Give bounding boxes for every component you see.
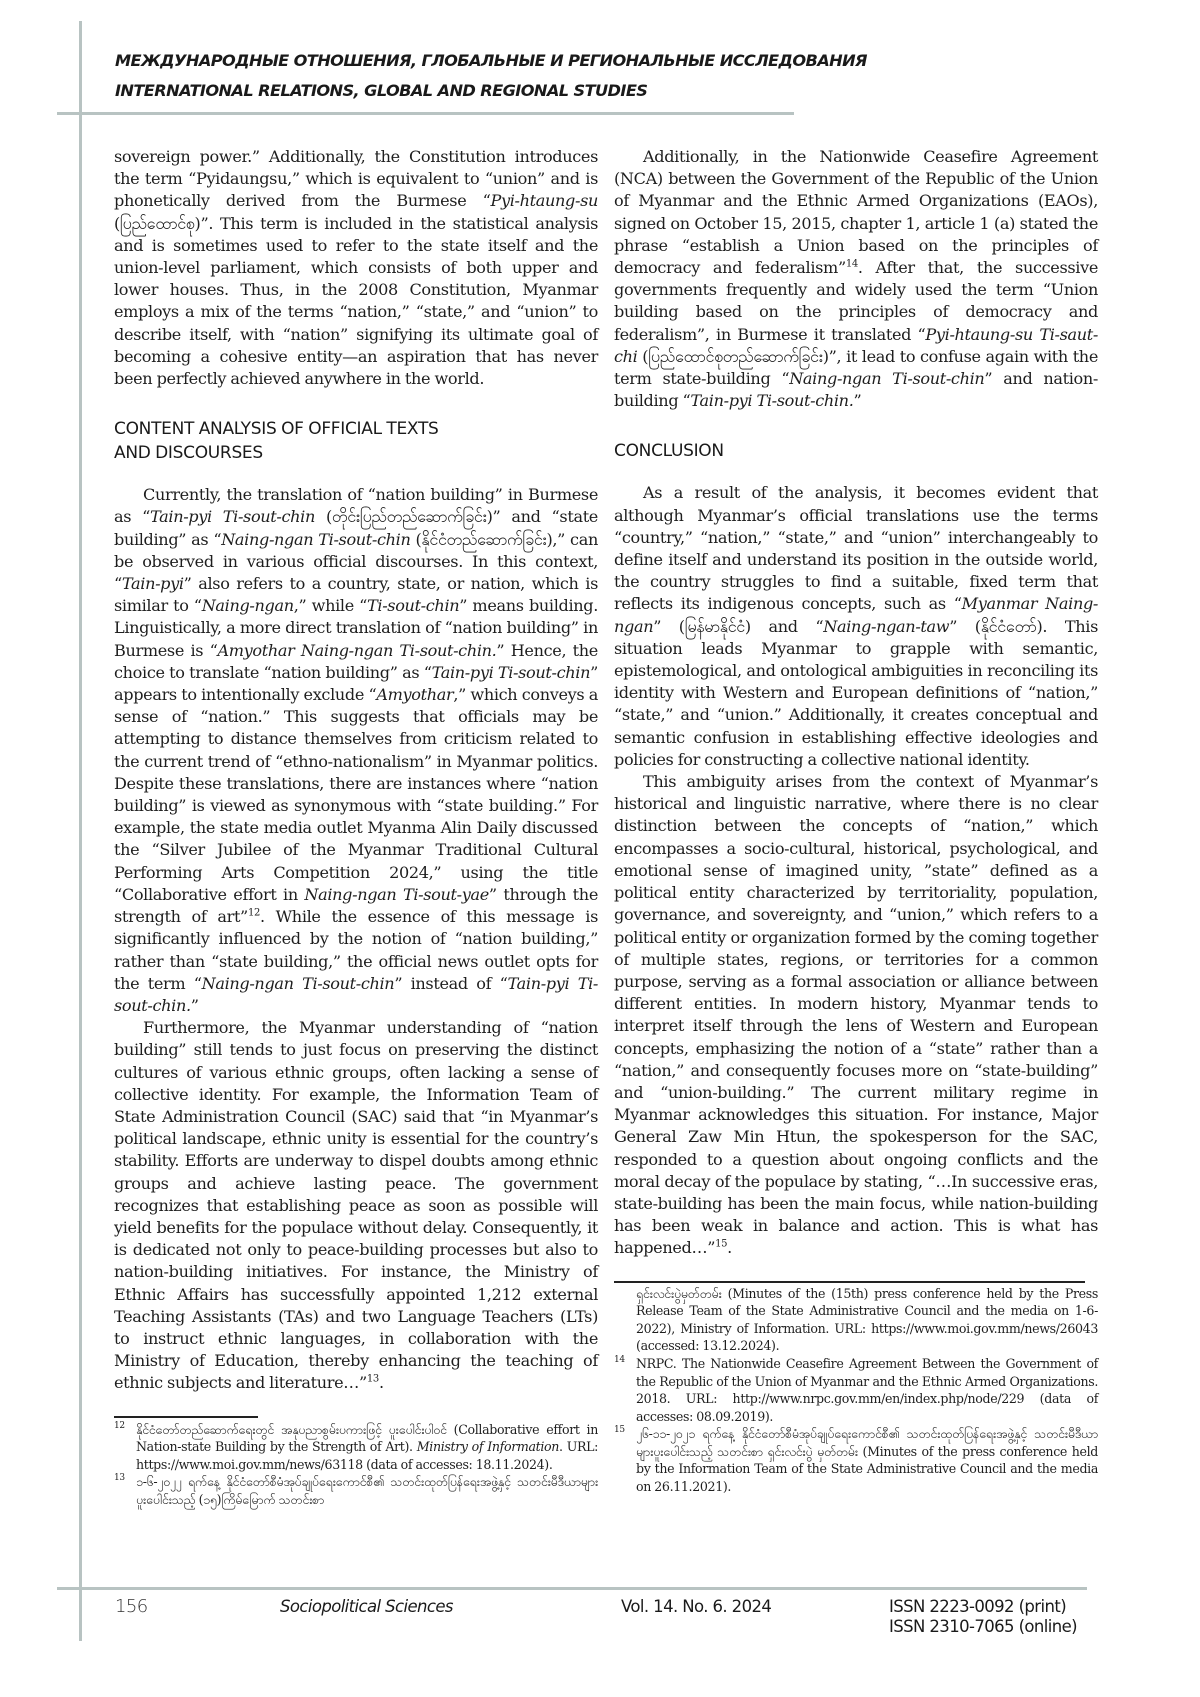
paragraph-continued: sovereign power.” Additionally, the Constitution introduces the term “Pyidaungsu,” which is equivalent to “union” and is phonetically derived from the Burmese “Pyi-htaung-su (ပြည်ထောင်စု)”. This term is included in the statistical analysis and is sometimes used to refer to the state itself and the union-level parliament, which consists of both upper and lower houses. Thus, in the 2008 Constitution, Myanmar employs a mix of the terms “nation,” “state,” and “union” to describe itself, with “nation” signifying its ultimate goal of becoming a cohesive entity—an aspiration that has never been perfectly achieved anywhere in the world. bbox=[114, 147, 598, 389]
text-run: As a result of the analysis, it becomes evident that although Myanmar’s official translations use the terms “country,” “nation,” “state,” and “union” interchangeably to define itself and understand its position in the outside world, the country struggles to find a suitable, fixed term that reflects its indigenous concepts, such as “ bbox=[614, 483, 1098, 614]
text-run: ” means building. Linguistically, a more direct translation of “nation building” in Burmese is “ bbox=[114, 596, 598, 660]
footnotes-right bbox=[614, 1285, 1098, 1496]
italic-term: Naing-ngan Ti-sout-chin bbox=[201, 973, 395, 993]
text-run: ” through the strength of art” bbox=[114, 884, 598, 927]
text-run: ” Hence, the choice to translate “nation building” as “ bbox=[114, 640, 598, 682]
paragraph-furthermore bbox=[114, 1017, 598, 1394]
italic-term: Naing-ngan Ti-sout-chin bbox=[789, 369, 985, 389]
running-header-ru: МЕЖДУНАРОДНЫЕ ОТНОШЕНИЯ, ГЛОБАЛЬНЫЕ И РЕГИОНАЛЬНЫЕ ИССЛЕДОВАНИЯ bbox=[115, 51, 867, 70]
footnote-number: 13 bbox=[114, 1473, 125, 1484]
text-run: ရှင်းလင်းပွဲမှတ်တမ်း (Minutes of the (15th) press conference held by the Press Release Team of the State Administrative Council and the media on 1-6-2022), Ministry of Information. URL: https://www.moi.gov.mm/news/26043 (accessed: 13.12.2024). bbox=[636, 1285, 1098, 1354]
text-run: ” bbox=[853, 391, 862, 411]
text-run: This ambiguity arises from the context of Myanmar’s historical and linguistic narrative, where there is no clear distinction between the concepts of “nation,” which encompasses a socio-cultural, historical, psychological, and emotional sense of imagined unity, ”state” defined as a political entity characterized by territoriality, population, governance, and sovereignty, and “union,” which refers to a political entity or organization formed by the coming together of multiple states, regions, or territories for a common purpose, serving as a formal association or alliance between different entities. In modern history, Myanmar tends to interpret itself through the lens of Western and European concepts, emphasizing the notion of a “state” rather than a “nation,” and consequently focuses more on “state-building” and “union-building.” The current military regime in Myanmar acknowledges this situation. For instance, Major General Zaw Min Htun, the spokesperson for the SAC, responded to a question about ongoing conflicts and the moral decay of the populace by stating, “…In successive eras, state-building has been the main focus, while nation-building has been weak in balance and action. This is what has happened…” bbox=[614, 772, 1098, 1258]
footnote-number: 15 bbox=[614, 1425, 625, 1436]
italic-term: Tain-pyi Ti-sout-chin bbox=[150, 507, 315, 527]
italic-term: Tain-pyi Ti-sout-chin. bbox=[114, 973, 598, 1015]
text-run: နိုင်ငံတော်တည်ဆောက်ရေးတွင် အနုပညာစွမ်းပကားဖြင့် ပူးပေါင်းပါဝင် (Collaborative effort in Nation-state Building by the Strength of Art). bbox=[136, 1421, 598, 1455]
issn-print: ISSN 2223-0092 (print) bbox=[889, 1597, 1067, 1616]
paragraph-conclusion-2 bbox=[614, 771, 1098, 1259]
text-run: ” bbox=[190, 995, 199, 1015]
margin-vertical-rule bbox=[79, 21, 82, 1641]
paragraph-translation bbox=[114, 484, 598, 1017]
text-run: ,” while “ bbox=[293, 596, 368, 616]
text-run: . URL: https://www.moi.gov.mm/news/63118 (data of accesses: 18.11.2024). bbox=[136, 1439, 598, 1472]
text-run: ၁-၆-၂၀၂၂ ရက်နေ့ နိုင်ငံတော်စီမံအုပ်ချုပ်ရေးကောင်စီ၏ သတင်းထုတ်ပြန်ရေးအဖွဲ့နှင့် သတင်းမီဒီယာများ ပူးပေါင်းသည့် (၁၅)ကြိမ်မြောက် သတင်းစာ bbox=[136, 1474, 598, 1507]
footnote bbox=[614, 1425, 1098, 1495]
paragraph-nca bbox=[614, 146, 1098, 412]
text-run: ” also refers to a country, state, or nation, which is similar to “ bbox=[114, 574, 598, 616]
text-run: . After that, the successive governments frequently and widely used the term “Union building based on the principles of democracy and federalism”, in Burmese it translated “ bbox=[614, 258, 1098, 344]
volume-info: Vol. 14. No. 6. 2024 bbox=[621, 1597, 772, 1616]
text-run: (တိုင်းပြည်တည်ဆောက်ခြင်း)” and “state building” as “ bbox=[114, 507, 598, 549]
left-column bbox=[114, 146, 598, 1509]
text-run: ” (မြန်မာနိုင်ငံ) and “ bbox=[653, 616, 824, 636]
issn-online: ISSN 2310-7065 (online) bbox=[889, 1617, 1077, 1636]
italic-term: Tain-pyi Ti-sout-chin bbox=[431, 662, 591, 682]
running-header-en: INTERNATIONAL RELATIONS, GLOBAL AND REGIONAL STUDIES bbox=[115, 81, 648, 100]
issn-block bbox=[889, 1597, 1077, 1637]
italic-term: Amyothar Naing-ngan Ti-sout-chin. bbox=[217, 640, 497, 660]
page-number: 156 bbox=[115, 1596, 148, 1617]
italic-term: Naing-ngan Ti-sout-yae bbox=[304, 884, 489, 904]
text-run: . While the essence of this message is significantly influenced by the notion of “nation building,” rather than “state building,” the official news outlet opts for the term “ bbox=[114, 907, 598, 993]
text-run: (နိုင်ငံတည်ဆောက်ခြင်း),” can be observed in various official discourses. In this context, “ bbox=[114, 529, 598, 594]
italic-term: Naing-ngan Ti-sout-chin bbox=[221, 529, 411, 549]
footnote bbox=[114, 1473, 598, 1508]
text-run: ၂၆-၁၁-၂၀၂၁ ရက်နေ့ နိုင်ငံတော်စီမံအုပ်ချုပ်ရေးကောင်စီ၏ သတင်းထုတ်ပြန်ရေးအဖွဲ့နှင့် သတင်းမီဒီယာများပူးပေါင်းသည့် သတင်းစာ ရှင်းလင်းပွဲ မှတ်တမ်း (Minutes of the press conference held by the Information Team of the State Administrative Council and the media on 26.11.2021). bbox=[636, 1426, 1098, 1495]
section-heading-conclusion: CONCLUSION bbox=[614, 441, 724, 462]
text-run: ” instead of “ bbox=[394, 973, 508, 993]
footer-rule bbox=[57, 1587, 1087, 1590]
right-column bbox=[614, 146, 1098, 1496]
footnote-number: 12 bbox=[114, 1420, 125, 1431]
text-run: . bbox=[378, 1373, 384, 1393]
italic-term: Ti-sout-chin bbox=[367, 596, 460, 616]
footnote bbox=[614, 1355, 1098, 1425]
text-run: NRPC. The Nationwide Ceasefire Agreement Between the Government of the Republic of the Union of Myanmar and the Ethnic Armed Organizations. 2018. URL: http://www.nrpc.gov.mm/en/index.php/node/229 (data of accesses: 08.09.2019). bbox=[636, 1355, 1098, 1424]
section-heading-content-analysis: CONTENT ANALYSIS OF OFFICIAL TEXTS AND DISCOURSES bbox=[114, 419, 439, 464]
text-run: Currently, the translation of “nation building” in Burmese as “ bbox=[114, 485, 598, 527]
footnote-ref: 14 bbox=[845, 258, 858, 270]
italic-term: Naing-ngan bbox=[201, 596, 294, 616]
text-run: Furthermore, the Myanmar understanding of “nation building” still tends to just focus on preserving the distinct cultures of various ethnic groups, often lacking a sense of collective identity. For example, the Information Team of State Administration Council (SAC) said that “in Myanmar’s political landscape, ethnic unity is essential for the country’s stability. Efforts are underway to dispel doubts among ethnic groups and achieve lasting peace. The government recognizes that establishing peace as soon as possible will yield benefits for the populace without delay. Consequently, it is dedicated not only to peace-building processes but also to nation-building initiatives. For instance, the Ministry of Ethnic Affairs has successfully appointed 1,212 external Teaching Assistants (TAs) and two Language Teachers (LTs) to instruct ethnic languages, in collaboration with the Ministry of Education, thereby enhancing the teaching of ethnic subjects and literature…” bbox=[114, 1018, 598, 1393]
text-run: (ပြည်ထောင်စုတည်ဆောက်ခြင်း)”, it lead to confuse again with the term state-building “ bbox=[614, 346, 1098, 389]
italic-term: Myanmar Naing-ngan bbox=[614, 594, 1098, 636]
italic-term: Ministry of Information bbox=[416, 1439, 559, 1455]
paragraph-conclusion-1 bbox=[614, 482, 1098, 771]
running-header bbox=[115, 46, 867, 106]
italic-term: Pyi-htaung-su Ti-saut-chi bbox=[614, 324, 1099, 366]
text-run: ” and nation-building “ bbox=[614, 369, 1098, 411]
footnotes-left bbox=[114, 1421, 598, 1509]
footnote-separator bbox=[114, 1416, 258, 1418]
footnote bbox=[114, 1421, 598, 1474]
text-run: ” appears to intentionally exclude “ bbox=[114, 662, 598, 705]
italic-term: Tain-pyi bbox=[121, 574, 184, 594]
journal-name: Sociopolitical Sciences bbox=[280, 1597, 453, 1616]
footnote bbox=[614, 1285, 1098, 1355]
text-run: . bbox=[727, 1238, 732, 1258]
text-run: ,” which conveys a sense of “nation.” This suggests that officials may be attempting to distance themselves from criticism related to the current trend of “ethno-nationalism” in Myanmar politics. Despite these translations, there are instances where “nation building” is viewed as synonymous with “state building.” For example, the state media outlet Myanma Alin Daily discussed the “Silver Jubilee of the Myanmar Traditional Cultural Performing Arts Competition 2024,” using the title “Collaborative effort in bbox=[114, 685, 598, 904]
footnote-ref: 13 bbox=[366, 1374, 379, 1385]
italic-term: Tain-pyi Ti-sout-chin. bbox=[690, 391, 854, 411]
footnote-number: 14 bbox=[614, 1354, 625, 1365]
footnote-separator bbox=[614, 1281, 1085, 1283]
italic-term: Naing-ngan-taw bbox=[823, 616, 950, 636]
footnote-ref: 15 bbox=[715, 1238, 728, 1250]
text-run: Additionally, in the Nationwide Ceasefire Agreement (NCA) between the Government of the Republic of the Union of Myanmar and the Ethnic Armed Organizations (EAOs), signed on October 15, 2015, chapter 1, article 1 (a) stated the phrase “establish a Union based on the principles of democracy and federalism” bbox=[614, 147, 1098, 278]
footnote-ref: 12 bbox=[247, 907, 260, 919]
text-run: ” (နိုင်ငံတော်). This situation leads Myanmar to grapple with semantic, epistemological, and ontological ambiguities in reconciling its identity with Western and European definitions of “nation,” “state,” and “union.” Additionally, it creates conceptual and semantic confusion in establishing effective ideologies and policies for constructing a collective national identity. bbox=[614, 616, 1098, 769]
header-rule bbox=[57, 112, 794, 115]
italic-term: Amyothar bbox=[376, 685, 454, 705]
